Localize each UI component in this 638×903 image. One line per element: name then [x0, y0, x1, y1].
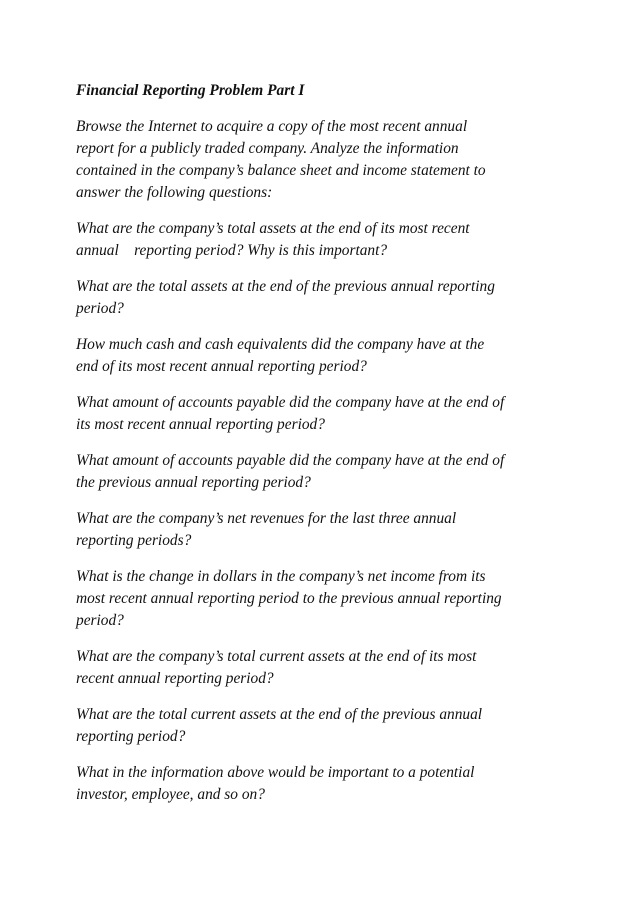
document-title: Financial Reporting Problem Part I — [76, 82, 305, 99]
paragraph-line: reporting periods? — [76, 532, 192, 549]
question-accounts-payable-previous — [76, 450, 576, 494]
question-current-assets-previous — [76, 704, 576, 748]
question-current-assets-recent — [76, 646, 576, 690]
question-importance-to-investor — [76, 762, 576, 806]
paragraph-line: What amount of accounts payable did the company have at the end of — [76, 452, 505, 469]
paragraph-line: answer the following questions: — [76, 184, 273, 201]
paragraph-line: What are the company’s total assets at the end of its most recent — [76, 220, 470, 237]
paragraph-line: period? — [76, 300, 124, 317]
paragraph-line: Browse the Internet to acquire a copy of the most recent annual — [76, 118, 468, 135]
paragraph-line: reporting period? — [76, 728, 186, 745]
paragraph-line: How much cash and cash equivalents did the company have at the — [76, 336, 485, 353]
paragraph-line: most recent annual reporting period to the previous annual reporting — [76, 590, 502, 607]
paragraph-line: What amount of accounts payable did the company have at the end of — [76, 394, 505, 411]
paragraph-line: period? — [76, 612, 124, 629]
paragraph-line: What are the total assets at the end of the previous annual reporting — [76, 278, 495, 295]
paragraph-line: annual reporting period? Why is this important? — [76, 242, 388, 259]
paragraph-line: What in the information above would be important to a potential — [76, 764, 475, 781]
paragraph-line: recent annual reporting period? — [76, 670, 274, 687]
paragraph-line: contained in the company’s balance sheet and income statement to — [76, 162, 486, 179]
intro-paragraph — [76, 116, 576, 204]
question-accounts-payable-recent — [76, 392, 576, 436]
question-total-assets — [76, 218, 576, 262]
paragraph-line: the previous annual reporting period? — [76, 474, 311, 491]
paragraph-line: What are the total current assets at the end of the previous annual — [76, 706, 483, 723]
paragraph-line: What is the change in dollars in the company’s net income from its — [76, 568, 486, 585]
paragraph-line: its most recent annual reporting period? — [76, 416, 325, 433]
document-body — [76, 80, 576, 820]
question-net-revenues — [76, 508, 576, 552]
paragraph-line: What are the company’s total current assets at the end of its most — [76, 648, 477, 665]
question-net-income-change — [76, 566, 576, 632]
question-previous-total-assets — [76, 276, 576, 320]
paragraph-line: What are the company’s net revenues for the last three annual — [76, 510, 457, 527]
question-cash-equivalents — [76, 334, 576, 378]
paragraph-line: investor, employee, and so on? — [76, 786, 265, 803]
paragraph-line: report for a publicly traded company. Analyze the information — [76, 140, 459, 157]
paragraph-line: end of its most recent annual reporting period? — [76, 358, 367, 375]
